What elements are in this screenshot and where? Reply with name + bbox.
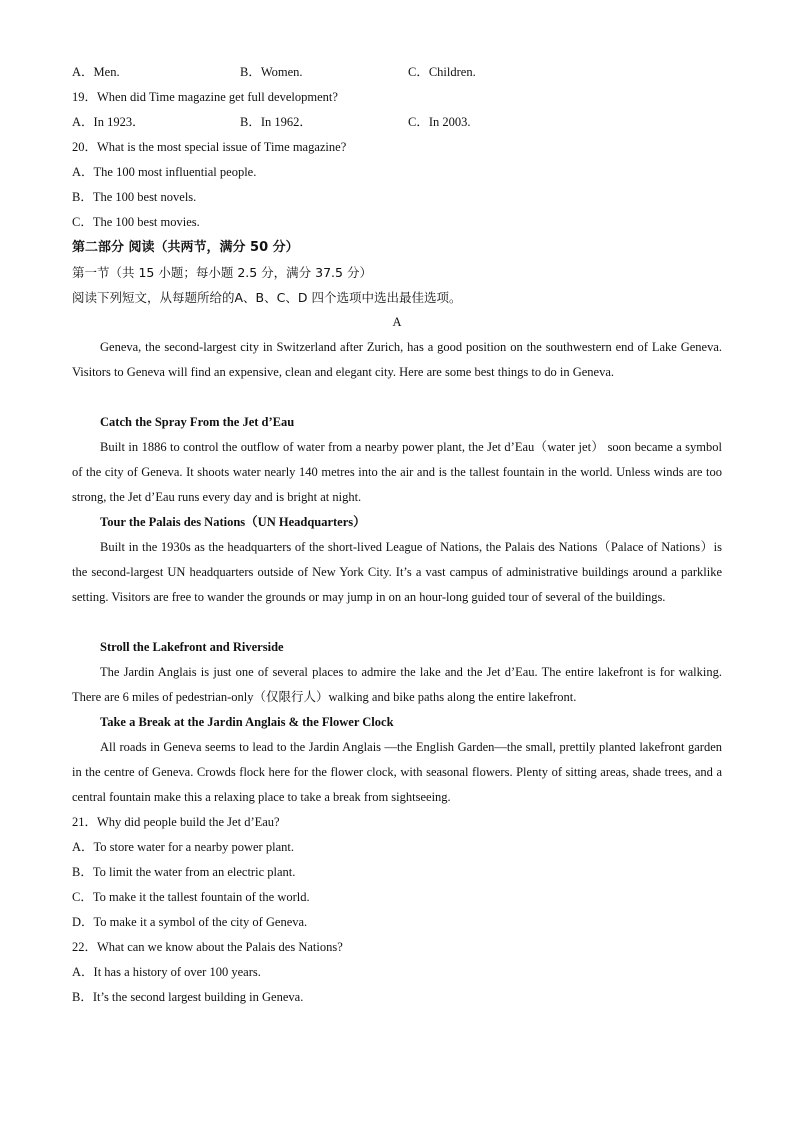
q20-question: 20．What is the most special issue of Time magazine? bbox=[72, 140, 347, 154]
q19-option-a: A．In 1923． bbox=[72, 115, 145, 129]
q20-option-b: B．The 100 best novels. bbox=[72, 190, 197, 204]
q18-option-b: B．Women. bbox=[240, 65, 303, 79]
section-text-lakefront: The Jardin Anglais is just one of several places to admire the lake and the Jet d’Eau. The entire lakefront is for walking. There are 6 miles of pedestrian-only（仅限行人）walking and bike paths along the entire lakefront. bbox=[72, 665, 722, 704]
section-title: 第二部分 阅读（共两节，满分 50 分） bbox=[72, 240, 299, 255]
q19-option-b: B．In 1962． bbox=[240, 115, 312, 129]
section-heading-jet-deau: Catch the Spray From the Jet d’Eau bbox=[100, 415, 295, 429]
q18-options bbox=[72, 60, 722, 85]
passage-label: A bbox=[392, 315, 402, 329]
q20-option-a: A．The 100 most influential people. bbox=[72, 165, 257, 179]
q21-option-d: D．To make it a symbol of the city of Geneva. bbox=[72, 915, 308, 929]
q22-option-b: B．It’s the second largest building in Geneva. bbox=[72, 990, 304, 1004]
section-instruction: 阅读下列短文，从每题所给的A、B、C、D 四个选项中选出最佳选项。 bbox=[72, 290, 462, 305]
q21-option-c: C．To make it the tallest fountain of the world. bbox=[72, 890, 310, 904]
section-text-jet-deau: Built in 1886 to control the outflow of water from a nearby power plant, the Jet d’Eau（water jet） soon became a symbol of the city of Geneva. It shoots water nearly 140 metres into the air and is the tallest fountain in the world. Unless winds are too strong, the Jet d’Eau runs every day and is bright at night. bbox=[72, 440, 722, 504]
section-text-palais: Built in the 1930s as the headquarters of the short-lived League of Nations, the Palais des Nations（Palace of Nations）is the second-largest UN headquarters outside of New York City. It’s a vast campus of administrative buildings around a parklike setting. Visitors are free to wander the grounds or may jump in on an hour-long guided tour of several of the buildings. bbox=[72, 540, 722, 604]
q18-option-a: A．Men. bbox=[72, 65, 120, 79]
section-heading-palais: Tour the Palais des Nations（UN Headquarters） bbox=[100, 515, 366, 529]
q21-option-b: B．To limit the water from an electric plant. bbox=[72, 865, 296, 879]
q19-option-c: C．In 2003. bbox=[408, 115, 471, 129]
q22-question: 22．What can we know about the Palais des Nations? bbox=[72, 940, 343, 954]
q22-option-a: A．It has a history of over 100 years. bbox=[72, 965, 261, 979]
document-page bbox=[72, 60, 722, 1010]
section-subtitle: 第一节（共 15 小题；每小题 2.5 分，满分 37.5 分） bbox=[72, 265, 372, 280]
q18-option-c: C．Children. bbox=[408, 65, 476, 79]
q19-question: 19．When did Time magazine get full development? bbox=[72, 90, 338, 104]
q21-option-a: A．To store water for a nearby power plant. bbox=[72, 840, 294, 854]
section-heading-jardin: Take a Break at the Jardin Anglais & the Flower Clock bbox=[100, 715, 394, 729]
section-text-jardin: All roads in Geneva seems to lead to the Jardin Anglais —the English Garden—the small, prettily planted lakefront garden in the centre of Geneva. Crowds flock here for the flower clock, with seasonal flowers. Plenty of sitting areas, shade trees, and a central fountain make this a relaxing place to take a break from sightseeing. bbox=[72, 740, 722, 804]
section-heading-lakefront: Stroll the Lakefront and Riverside bbox=[100, 640, 284, 654]
q21-question: 21．Why did people build the Jet d’Eau? bbox=[72, 815, 280, 829]
passage-intro: Geneva, the second-largest city in Switzerland after Zurich, has a good position on the southwestern end of Lake Geneva. Visitors to Geneva will find an expensive, clean and elegant city. Here are some best things to do in Geneva. bbox=[72, 340, 722, 379]
q20-option-c: C．The 100 best movies. bbox=[72, 215, 200, 229]
q19-options bbox=[72, 110, 722, 135]
